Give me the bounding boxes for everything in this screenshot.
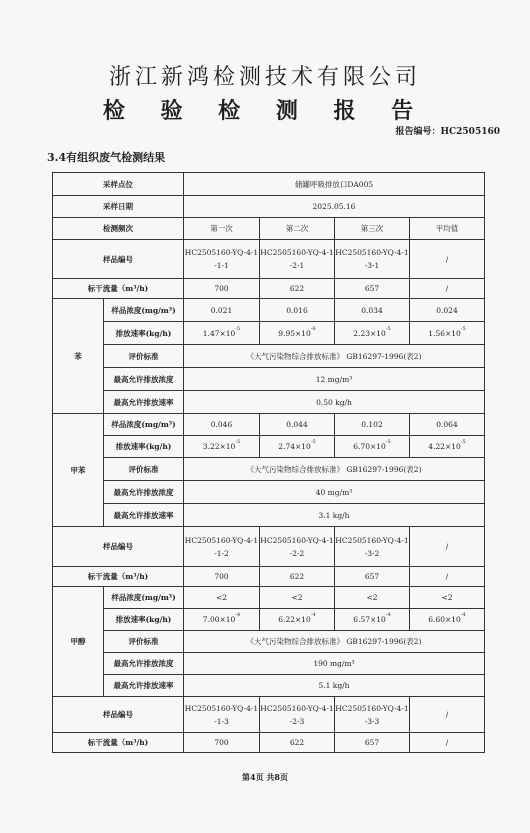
rate-label: 排放速率(kg/h) bbox=[104, 609, 184, 631]
rate-cell bbox=[184, 609, 260, 631]
rate-cell bbox=[410, 322, 485, 345]
max-conc-label: 最高允许排放浓度 bbox=[104, 368, 184, 391]
sample-no-cell: / bbox=[410, 240, 485, 279]
conc-label: 样品浓度(mg/m³) bbox=[104, 414, 184, 436]
flow-cell: / bbox=[410, 733, 485, 753]
table-row bbox=[53, 368, 485, 391]
flow-cell: 622 bbox=[260, 567, 335, 587]
rate-mantissa: 6.60×10 bbox=[428, 615, 461, 624]
report-number-value: HC2505160 bbox=[440, 127, 500, 137]
rate-mantissa: 6.22×10 bbox=[278, 615, 311, 624]
pollutant-methanol: 甲醇 bbox=[53, 587, 104, 697]
conc-cell: <2 bbox=[335, 587, 410, 609]
conc-cell: 0.021 bbox=[184, 299, 260, 322]
max-conc-value: 12 mg/m³ bbox=[184, 368, 485, 391]
pollutant-toluene: 甲苯 bbox=[53, 414, 104, 527]
max-rate-label: 最高允许排放速率 bbox=[104, 391, 184, 414]
conc-cell: 0.102 bbox=[335, 414, 410, 436]
rate-exponent: -5 bbox=[385, 439, 391, 445]
flow-cell: / bbox=[410, 567, 485, 587]
table-row bbox=[53, 631, 485, 653]
table-row bbox=[53, 609, 485, 631]
sampling-point-value: 储罐呼吸排放口DA005 bbox=[184, 173, 485, 196]
flow-cell: 622 bbox=[260, 733, 335, 753]
table-row bbox=[53, 279, 485, 299]
max-conc-value: 40 mg/m³ bbox=[184, 481, 485, 504]
sampling-date-label: 采样日期 bbox=[53, 196, 184, 218]
sample-no-label: 样品编号 bbox=[53, 527, 184, 567]
frequency-cell: 平均值 bbox=[410, 218, 485, 240]
table-row bbox=[53, 504, 485, 527]
rate-exponent: -5 bbox=[235, 439, 241, 445]
frequency-cell: 第二次 bbox=[260, 218, 335, 240]
sample-no-cell: HC2505160-YQ-4-1-1-3 bbox=[184, 697, 260, 733]
rate-cell bbox=[260, 436, 335, 458]
flow-cell: 657 bbox=[335, 733, 410, 753]
rate-exponent: -4 bbox=[460, 612, 466, 618]
rate-exponent: -4 bbox=[235, 612, 241, 618]
flow-cell: 657 bbox=[335, 279, 410, 299]
report-title: 检 验 检 测 报 告 bbox=[102, 98, 428, 124]
flow-cell: 700 bbox=[184, 567, 260, 587]
sample-no-cell: HC2505160-YQ-4-1-1-2 bbox=[184, 527, 260, 567]
sampling-point-label: 采样点位 bbox=[53, 173, 184, 196]
rate-mantissa: 4.22×10 bbox=[428, 442, 461, 451]
rate-cell bbox=[410, 609, 485, 631]
rate-mantissa: 2.74×10 bbox=[278, 442, 311, 451]
flow-cell: 700 bbox=[184, 279, 260, 299]
rate-mantissa: 2.23×10 bbox=[353, 328, 386, 338]
flow-cell: / bbox=[410, 279, 485, 299]
rate-cell bbox=[335, 322, 410, 345]
rate-label: 排放速率(kg/h) bbox=[104, 436, 184, 458]
table-row bbox=[53, 587, 485, 609]
rate-mantissa: 1.56×10 bbox=[428, 328, 461, 338]
sample-no-cell: HC2505160-YQ-4-1-2-2 bbox=[260, 527, 335, 567]
max-rate-value: 3.1 kg/h bbox=[184, 504, 485, 527]
rate-cell bbox=[184, 436, 260, 458]
sample-no-cell: / bbox=[410, 527, 485, 567]
conc-cell: <2 bbox=[260, 587, 335, 609]
sample-no-label: 样品编号 bbox=[53, 697, 184, 733]
sampling-date-value: 2025.05.16 bbox=[184, 196, 485, 218]
rate-exponent: -4 bbox=[310, 612, 316, 618]
rate-cell bbox=[335, 609, 410, 631]
conc-label: 样品浓度(mg/m³) bbox=[104, 299, 184, 322]
max-rate-value: 0.50 kg/h bbox=[184, 391, 485, 414]
max-rate-label: 最高允许排放速率 bbox=[104, 675, 184, 697]
conc-cell: 0.016 bbox=[260, 299, 335, 322]
standard-label: 评价标准 bbox=[104, 458, 184, 481]
rate-exponent: -5 bbox=[385, 325, 391, 332]
rate-exponent: -5 bbox=[460, 325, 466, 332]
rate-mantissa: 3.22×10 bbox=[202, 442, 236, 451]
results-table bbox=[52, 172, 485, 753]
rate-cell bbox=[184, 322, 260, 345]
sample-no-cell: HC2505160-YQ-4-1-1-1 bbox=[184, 240, 260, 279]
table-row bbox=[53, 697, 485, 733]
frequency-cell: 第一次 bbox=[184, 218, 260, 240]
table-row bbox=[53, 567, 485, 587]
rate-mantissa: 7.00×10 bbox=[202, 615, 236, 624]
rate-cell bbox=[410, 436, 485, 458]
table-row bbox=[53, 218, 485, 240]
table-row bbox=[53, 345, 485, 368]
sample-no-cell: HC2505160-YQ-4-1-3-2 bbox=[335, 527, 410, 567]
table-row bbox=[53, 675, 485, 697]
std-flow-label: 标干流量（m³/h) bbox=[53, 567, 184, 587]
conc-cell: 0.024 bbox=[410, 299, 485, 322]
max-rate-label: 最高允许排放速率 bbox=[104, 504, 184, 527]
table-row bbox=[53, 458, 485, 481]
rate-label: 排放速率(kg/h) bbox=[104, 322, 184, 345]
sample-no-cell: / bbox=[410, 697, 485, 733]
conc-cell: <2 bbox=[410, 587, 485, 609]
max-conc-label: 最高允许排放浓度 bbox=[104, 653, 184, 675]
sample-no-cell: HC2505160-YQ-4-1-2-3 bbox=[260, 697, 335, 733]
table-row bbox=[53, 299, 485, 322]
flow-cell: 622 bbox=[260, 279, 335, 299]
table-row bbox=[53, 527, 485, 567]
sample-no-label: 样品编号 bbox=[53, 240, 184, 279]
rate-exponent: -6 bbox=[310, 325, 316, 332]
std-flow-label: 标干流量（m³/h) bbox=[53, 733, 184, 753]
conc-cell: <2 bbox=[184, 587, 260, 609]
rate-cell bbox=[335, 436, 410, 458]
table-row bbox=[53, 733, 485, 753]
flow-cell: 657 bbox=[335, 567, 410, 587]
table-row bbox=[53, 391, 485, 414]
frequency-label: 检测频次 bbox=[53, 218, 184, 240]
rate-exponent: -4 bbox=[385, 612, 391, 618]
sample-no-cell: HC2505160-YQ-4-1-3-3 bbox=[335, 697, 410, 733]
standard-value: 《大气污染物综合排放标准》 GB16297-1996(表2) bbox=[184, 458, 485, 481]
pollutant-benzene: 苯 bbox=[53, 299, 104, 414]
section-title: 3.4有组织废气检测结果 bbox=[47, 151, 166, 164]
conc-cell: 0.034 bbox=[335, 299, 410, 322]
conc-cell: 0.044 bbox=[260, 414, 335, 436]
conc-label: 样品浓度(mg/m³) bbox=[104, 587, 184, 609]
page-footer: 第4页 共8页 bbox=[242, 772, 288, 782]
rate-exponent: -5 bbox=[460, 439, 466, 445]
standard-value: 《大气污染物综合排放标准》 GB16297-1996(表2) bbox=[184, 631, 485, 653]
conc-cell: 0.046 bbox=[184, 414, 260, 436]
table-row bbox=[53, 414, 485, 436]
max-rate-value: 5.1 kg/h bbox=[184, 675, 485, 697]
company-name: 浙江新鸿检测技术有限公司 bbox=[108, 65, 421, 90]
table-row bbox=[53, 173, 485, 196]
standard-value: 《大气污染物综合排放标准》 GB16297-1996(表2) bbox=[184, 345, 485, 368]
table-row bbox=[53, 653, 485, 675]
frequency-cell: 第三次 bbox=[335, 218, 410, 240]
rate-cell bbox=[260, 609, 335, 631]
rate-mantissa: 6.57×10 bbox=[353, 615, 386, 624]
table-row bbox=[53, 240, 485, 279]
standard-label: 评价标准 bbox=[104, 345, 184, 368]
conc-cell: 0.064 bbox=[410, 414, 485, 436]
report-number bbox=[395, 124, 500, 137]
rate-exponent: -5 bbox=[235, 325, 241, 332]
table-row bbox=[53, 436, 485, 458]
report-number-label: 报告编号： bbox=[395, 127, 441, 137]
max-conc-value: 190 mg/m³ bbox=[184, 653, 485, 675]
rate-mantissa: 1.47×10 bbox=[202, 328, 236, 338]
table-row bbox=[53, 322, 485, 345]
max-conc-label: 最高允许排放浓度 bbox=[104, 481, 184, 504]
rate-exponent: -5 bbox=[310, 439, 316, 445]
sample-no-cell: HC2505160-YQ-4-1-2-1 bbox=[260, 240, 335, 279]
standard-label: 评价标准 bbox=[104, 631, 184, 653]
flow-cell: 700 bbox=[184, 733, 260, 753]
rate-mantissa: 9.95×10 bbox=[278, 328, 311, 338]
table-row bbox=[53, 481, 485, 504]
table-row bbox=[53, 196, 485, 218]
rate-mantissa: 6.70×10 bbox=[353, 442, 386, 451]
rate-cell bbox=[260, 322, 335, 345]
std-flow-label: 标干流量（m³/h) bbox=[53, 279, 184, 299]
sample-no-cell: HC2505160-YQ-4-1-3-1 bbox=[335, 240, 410, 279]
